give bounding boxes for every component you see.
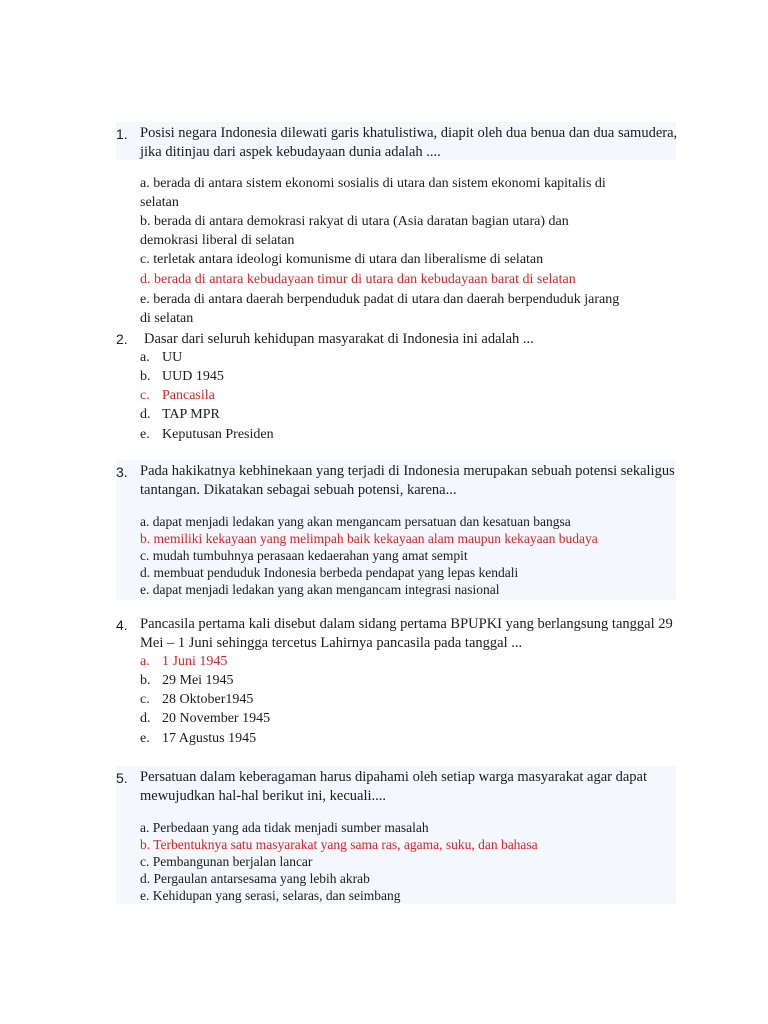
question-text: Pancasila pertama kali disebut dalam sidang pertama BPUPKI yang berlangsung tanggal 29 Mei – 1 Juni sehingga tercetus Lahirnya pancasila pada tanggal ... [140, 616, 673, 651]
option-a: a. dapat menjadi ledakan yang akan mengancam persatuan dan kesatuan bangsa [140, 514, 571, 529]
option-a-line1: a. berada di antara sistem ekonomi sosialis di utara dan sistem ekonomi kapitalis di [140, 176, 606, 191]
option-b-line2: demokrasi liberal di selatan [140, 233, 295, 248]
option-e: e. 17 Agustus 1945 [140, 731, 257, 746]
option-d: d. Pergaulan antarsesama yang lebih akrab [140, 871, 370, 886]
option-d: d. TAP MPR [140, 407, 220, 422]
option-b-answer: b. Terbentuknya satu masyarakat yang sama ras, agama, suku, dan bahasa [140, 837, 538, 852]
question-text: Posisi negara Indonesia dilewati garis khatulistiwa, diapit oleh dua benua dan dua samudera, jika ditinjau dari aspek kebudayaan dunia adalah .... [140, 125, 678, 160]
option-c: c. mudah tumbuhnya perasaan kedaerahan yang amat sempit [140, 548, 468, 563]
option-a: a. UU [140, 350, 183, 365]
option-e: e. dapat menjadi ledakan yang akan mengancam integrasi nasional [140, 582, 500, 597]
question-number: 5. [116, 770, 128, 786]
question-number: 3. [116, 464, 128, 480]
option-b-answer: b. memiliki kekayaan yang melimpah baik kekayaan alam maupun kekayaan budaya [140, 531, 598, 546]
option-a: a. Perbedaan yang ada tidak menjadi sumber masalah [140, 820, 429, 835]
option-c: c. 28 Oktober1945 [140, 692, 254, 707]
question-text: Persatuan dalam keberagaman harus dipahami oleh setiap warga masyarakat agar dapat mewujudkan hal-hal berikut ini, kecuali.... [140, 769, 648, 804]
option-b: b. UUD 1945 [140, 369, 224, 384]
option-d: d. 20 November 1945 [140, 711, 271, 726]
option-c: c. terletak antara ideologi komunisme di utara dan liberalisme di selatan [140, 252, 544, 267]
option-a-answer: a. 1 Juni 1945 [140, 654, 228, 669]
question-text: Pada hakikatnya kebhinekaan yang terjadi di Indonesia merupakan sebuah potensi sekaligus tantangan. Dikatakan sebagai sebuah potensi, karena... [140, 463, 675, 498]
option-a-line2: selatan [140, 195, 179, 210]
question-number: 1. [116, 126, 128, 142]
option-b-line1: b. berada di antara demokrasi rakyat di utara (Asia daratan bagian utara) dan [140, 214, 569, 229]
option-c: c. Pembangunan berjalan lancar [140, 854, 313, 869]
option-b: b. 29 Mei 1945 [140, 673, 234, 688]
option-c-answer: c. Pancasila [140, 388, 215, 403]
option-e-line2: di selatan [140, 311, 194, 326]
question-number: 2. [116, 331, 128, 347]
option-e: e. Kehidupan yang serasi, selaras, dan seimbang [140, 888, 401, 903]
question-number: 4. [116, 617, 128, 633]
question-text: Dasar dari seluruh kehidupan masyarakat di Indonesia ini adalah ... [144, 331, 534, 347]
option-d: d. membuat penduduk Indonesia berbeda pendapat yang lepas kendali [140, 565, 519, 580]
option-e: e. Keputusan Presiden [140, 427, 274, 442]
option-d-answer: d. berada di antara kebudayaan timur di utara dan kebudayaan barat di selatan [140, 272, 576, 287]
option-e-line1: e. berada di antara daerah berpenduduk padat di utara dan daerah berpenduduk jarang [140, 292, 620, 307]
